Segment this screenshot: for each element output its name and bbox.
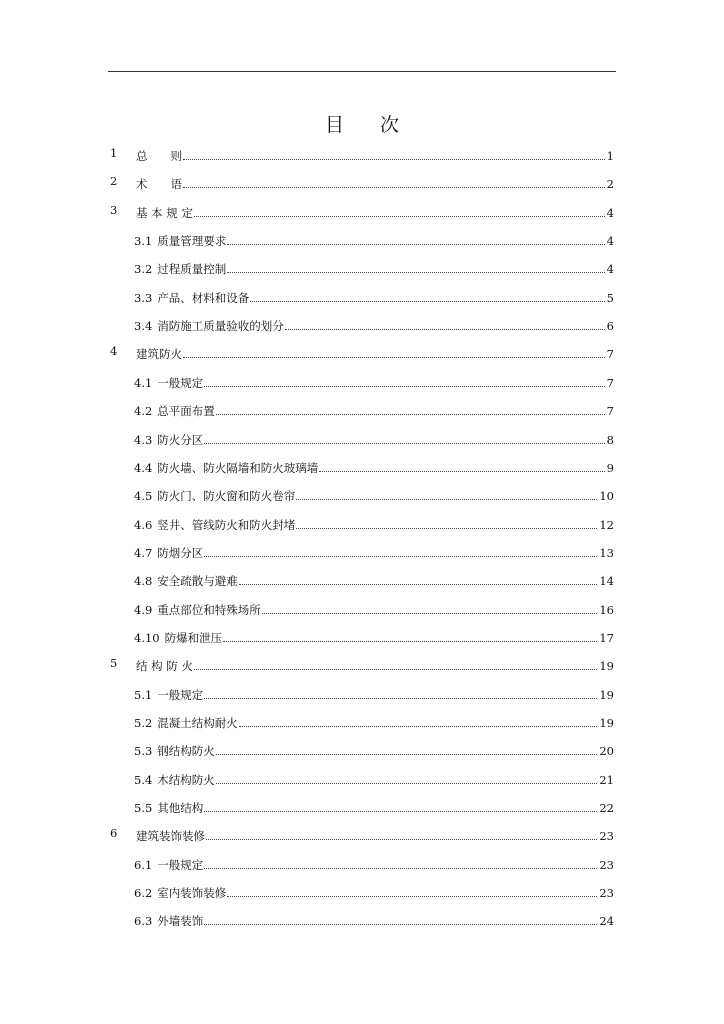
toc-label: 一般规定 <box>157 857 204 872</box>
toc-leader-dots <box>296 499 597 500</box>
toc-leader-dots <box>183 187 605 188</box>
toc-label: 消防施工质量验收的划分 <box>157 319 284 334</box>
toc-label: 钢结构防火 <box>157 744 215 759</box>
toc-section-row[interactable] <box>134 483 614 503</box>
toc-page-number: 19 <box>599 659 614 674</box>
toc-label: 防爆和泄压 <box>164 630 223 645</box>
toc-number: 2 <box>110 174 118 189</box>
toc-leader-dots <box>194 669 597 670</box>
toc-leader-dots <box>204 868 597 869</box>
toc-page-number: 7 <box>606 347 614 362</box>
toc-leader-dots <box>204 811 597 812</box>
toc-chapter-row[interactable] <box>110 143 614 163</box>
toc-page-number: 14 <box>599 574 614 589</box>
toc-leader-dots <box>204 924 597 925</box>
toc-leader-dots <box>216 414 605 415</box>
toc-page-number: 4 <box>606 205 614 220</box>
toc-leader-dots <box>183 159 605 160</box>
toc-page-number: 16 <box>599 602 614 617</box>
toc-page-number: 23 <box>599 857 614 872</box>
toc-page-number: 21 <box>599 772 614 787</box>
toc-number: 6 <box>110 826 118 841</box>
toc-leader-dots <box>239 726 598 727</box>
toc-page-number: 13 <box>599 545 614 560</box>
toc-label: 防烟分区 <box>157 545 204 560</box>
toc-page-number: 19 <box>599 716 614 730</box>
toc-section-row[interactable] <box>134 398 614 418</box>
toc-number: 3.4 <box>134 319 153 334</box>
toc-label: 防火门、防火窗和防火卷帘 <box>157 489 296 504</box>
toc-chapter-row[interactable] <box>110 653 614 674</box>
toc-leader-dots <box>285 329 605 330</box>
toc-number: 3.1 <box>134 234 153 249</box>
toc-number: 4.10 <box>134 630 160 645</box>
toc-label: 混凝土结构耐火 <box>157 716 238 730</box>
toc-number: 4.1 <box>134 375 153 390</box>
toc-leader-dots <box>204 556 597 557</box>
toc-leader-dots <box>250 301 604 302</box>
toc-page-number: 6 <box>606 319 614 334</box>
toc-leader-dots <box>227 896 597 897</box>
toc-number: 4.6 <box>134 517 153 532</box>
toc-label: 外墙装饰 <box>157 914 204 929</box>
toc-section-row[interactable] <box>134 767 614 787</box>
toc-number: 5.2 <box>134 716 153 730</box>
toc-label: 一般规定 <box>157 687 204 702</box>
toc-label: 产品、材料和设备 <box>157 290 250 305</box>
toc-section-row[interactable] <box>134 852 614 872</box>
toc-page-number: 23 <box>599 886 614 901</box>
toc-number: 4.2 <box>134 404 153 419</box>
toc-label: 安全疏散与避难 <box>157 574 238 589</box>
toc-label: 质量管理要求 <box>157 234 227 249</box>
toc-section-row[interactable] <box>134 313 614 333</box>
toc-label: 防火墙、防火隔墙和防火玻璃墙 <box>157 460 319 475</box>
toc-page-number: 7 <box>606 404 614 419</box>
header-rule <box>108 71 616 72</box>
toc-leader-dots <box>319 471 604 472</box>
toc-label: 总 则 <box>136 149 182 163</box>
toc-leader-dots <box>239 584 598 585</box>
title-char-1: 目 <box>324 114 344 136</box>
toc-number: 5.5 <box>134 801 153 816</box>
toc-page-number: 8 <box>606 432 614 447</box>
toc-number: 4.7 <box>134 545 153 560</box>
toc-label: 室内装饰装修 <box>157 886 227 901</box>
toc-chapter-row[interactable] <box>110 823 614 844</box>
toc-leader-dots <box>204 443 604 444</box>
toc-number: 6.3 <box>134 914 153 929</box>
toc-number: 3 <box>110 202 118 217</box>
toc-number: 3.2 <box>134 262 153 277</box>
toc-label: 结 构 防 火 <box>136 659 193 674</box>
toc-section-row[interactable] <box>134 880 614 900</box>
toc-label: 竖井、管线防火和防火封堵 <box>157 517 296 532</box>
page-title <box>0 110 724 137</box>
toc-leader-dots <box>262 613 598 614</box>
toc-leader-dots <box>223 641 597 642</box>
toc-number: 5 <box>110 656 118 671</box>
toc-chapter-row[interactable] <box>110 171 614 192</box>
toc-label: 基 本 规 定 <box>136 205 193 220</box>
toc-page-number: 7 <box>606 375 614 390</box>
toc-label: 木结构防火 <box>157 772 215 787</box>
toc-number: 6.1 <box>134 857 153 872</box>
toc-leader-dots <box>227 272 604 273</box>
toc-section-row[interactable] <box>134 795 614 815</box>
toc-page-number: 5 <box>606 290 614 305</box>
toc-leader-dots <box>227 244 604 245</box>
toc-page-number: 24 <box>599 914 614 929</box>
toc-leader-dots <box>204 386 604 387</box>
toc-label: 过程质量控制 <box>157 262 227 277</box>
toc-label: 其他结构 <box>157 801 204 816</box>
toc-section-row[interactable] <box>134 738 614 758</box>
toc-page-number: 12 <box>599 517 614 532</box>
toc-leader-dots <box>204 698 597 699</box>
toc-leader-dots <box>206 839 597 840</box>
toc-number: 5.4 <box>134 772 153 787</box>
toc-number: 5.1 <box>134 687 153 702</box>
toc-page-number: 17 <box>599 630 614 645</box>
toc-section-row[interactable] <box>134 908 614 928</box>
toc-leader-dots <box>296 528 597 529</box>
toc-label: 一般规定 <box>157 375 204 390</box>
toc-section-row[interactable] <box>134 682 614 702</box>
toc-number: 1 <box>110 146 118 160</box>
toc-label: 防火分区 <box>157 432 204 447</box>
toc-page-number: 1 <box>606 149 614 163</box>
toc-section-row[interactable] <box>134 228 614 248</box>
toc-chapter-row[interactable] <box>110 341 614 362</box>
toc-label: 总平面布置 <box>157 404 215 419</box>
toc-leader-dots <box>216 783 598 784</box>
toc-section-row[interactable] <box>134 285 614 305</box>
toc-page-number: 20 <box>599 744 614 759</box>
toc-number: 4.3 <box>134 432 153 447</box>
toc-page-number: 10 <box>599 489 614 504</box>
toc-chapter-row[interactable] <box>110 200 614 220</box>
toc-section-row[interactable] <box>134 370 614 390</box>
toc-section-row[interactable] <box>134 540 614 560</box>
toc-number: 4 <box>110 344 118 359</box>
toc-section-row[interactable] <box>134 455 614 475</box>
toc-page-number: 9 <box>606 460 614 475</box>
toc-section-row[interactable] <box>134 568 614 588</box>
toc-section-row[interactable] <box>134 625 614 645</box>
toc-label: 建筑装饰装修 <box>136 829 205 844</box>
toc-section-row[interactable] <box>134 710 614 730</box>
toc-number: 4.5 <box>134 489 153 504</box>
toc-label: 术 语 <box>136 177 182 192</box>
toc-leader-dots <box>216 754 598 755</box>
toc-number: 6.2 <box>134 886 153 901</box>
toc-number: 5.3 <box>134 744 153 759</box>
toc-section-row[interactable] <box>134 597 614 617</box>
toc-page-number: 2 <box>606 177 614 192</box>
toc-number: 4.9 <box>134 602 153 617</box>
toc-label: 建筑防火 <box>136 347 182 362</box>
toc-number: 4.4 <box>134 460 153 475</box>
toc-page-number: 22 <box>599 801 614 816</box>
toc-number: 3.3 <box>134 290 153 305</box>
toc-section-row[interactable] <box>134 512 614 532</box>
toc-section-row[interactable] <box>134 427 614 447</box>
toc-page-number: 23 <box>599 829 614 844</box>
toc-leader-dots <box>183 357 605 358</box>
toc-leader-dots <box>194 216 605 217</box>
title-char-2: 次 <box>380 114 400 136</box>
toc-section-row[interactable] <box>134 256 614 276</box>
toc-label: 重点部位和特殊场所 <box>157 602 261 617</box>
toc-page-number: 4 <box>606 262 614 277</box>
toc-page-number: 4 <box>606 234 614 249</box>
toc-page-number: 19 <box>599 687 614 702</box>
toc-number: 4.8 <box>134 574 153 589</box>
